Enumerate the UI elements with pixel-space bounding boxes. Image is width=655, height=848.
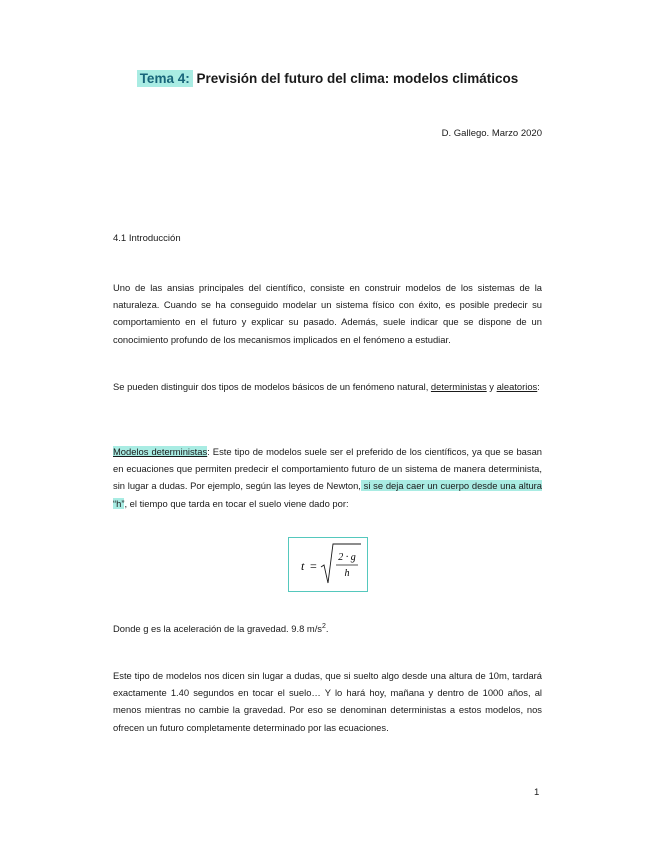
- author-date: D. Gallego. Marzo 2020: [441, 128, 542, 139]
- gravity-end: .: [325, 623, 329, 635]
- types-text-end: :: [537, 381, 540, 392]
- term-modelos-deterministas: Modelos deterministas: [113, 446, 208, 457]
- page-number: 1: [534, 787, 540, 798]
- gravity-exponent: 2: [321, 623, 326, 630]
- formula-svg: [289, 538, 367, 591]
- formula-denominator: h: [344, 568, 350, 579]
- final-paragraph: Este tipo de modelos nos dicen sin lugar a dudas, que si suelto algo desde una altura de 10m, tardará exactamente 1.40 segundos en tocar el suelo… Y lo hará hoy, mañana y dentro de 1000 años, al menos mientras no cambie la gravedad. Por eso se denominan deterministas a estos modelos, nos ofrecen un futuro completamente determinado por las ecuaciones.: [113, 670, 542, 733]
- deterministic-paragraph: [113, 443, 542, 512]
- page-title: [0, 71, 655, 86]
- section-heading: 4.1 Introducción: [113, 233, 181, 244]
- deterministic-text-end: , el tiempo que tarda en tocar el suelo viene dado por:: [124, 497, 349, 509]
- types-text-and: y: [486, 381, 497, 392]
- term-deterministas: deterministas: [430, 381, 487, 392]
- types-paragraph: [113, 378, 542, 395]
- title-text: Previsión del futuro del clima: modelos climáticos: [192, 71, 519, 86]
- formula-equals: =: [310, 559, 317, 573]
- deterministic-text: : Este tipo de modelos suele ser el preferido de los científicos, ya que se basan en ecuaciones que permiten predecir el comportamiento futuro de un sistema de manera determinista, sin lugar a dudas. Por ejemplo, según las leyes de Newton,: [113, 446, 542, 492]
- formula-box: [288, 537, 368, 592]
- formula-numerator: 2 · g: [338, 552, 356, 563]
- types-text: Se pueden distinguir dos tipos de modelos básicos de un fenómeno natural,: [113, 381, 431, 392]
- title-highlight: Tema 4:: [137, 70, 193, 87]
- intro-paragraph: Uno de las ansias principales del científico, consiste en construir modelos de los sistemas de la naturaleza. Cuando se ha conseguido modelar un sistema físico con éxito, es posible predecir su comportamiento en el futuro y explicar su pasado. Además, suele indicar que se dispone de un conocimiento profundo de los mecanismos implicados en el fenómeno a estudiar.: [113, 282, 542, 345]
- sqrt-sign: [321, 544, 361, 583]
- gravity-line: [113, 618, 542, 637]
- gravity-text: Donde g es la aceleración de la gravedad. 9.8 m/s: [113, 623, 322, 635]
- highlight-phrase: si se deja caer un cuerpo desde una altura “h”: [113, 480, 543, 509]
- formula-lhs: t: [301, 559, 305, 573]
- term-aleatorios: aleatorios: [496, 381, 538, 392]
